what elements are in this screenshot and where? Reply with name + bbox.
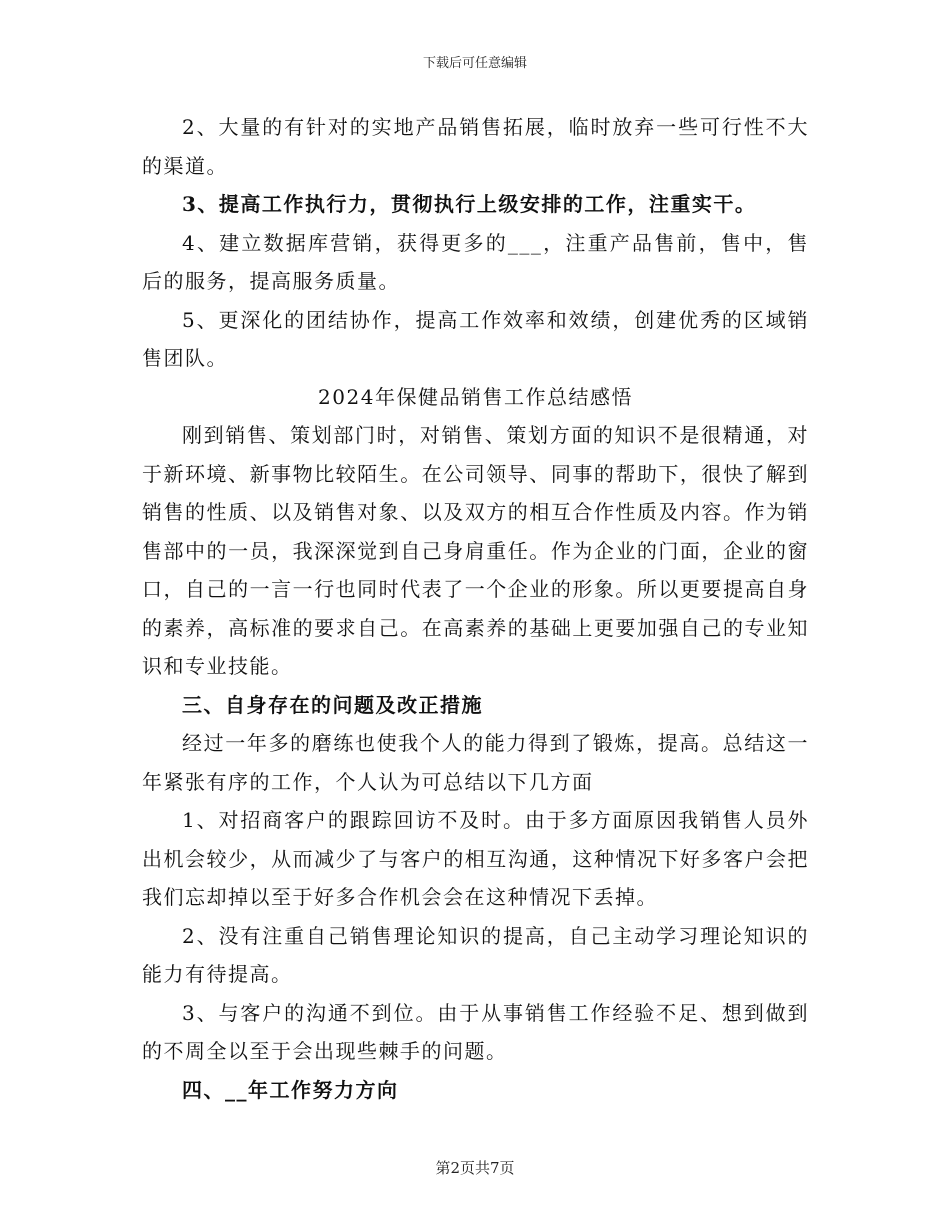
paragraph-item-4: 4、建立数据库营销，获得更多的___，注重产品售前，售中，售后的服务，提高服务质量。: [142, 230, 809, 293]
page-header: 下载后可任意编辑: [422, 56, 527, 71]
section-title: 2024年保健品销售工作总结感悟: [318, 384, 633, 409]
paragraph-intro: 刚到销售、策划部门时，对销售、策划方面的知识不是很精通，对于新环境、新事物比较陌生。在公司领导、同事的帮助下，很快了解到销售的性质、以及销售对象、以及双方的相互合作性质及内容。作为销售部中的一员，我深深觉到自己身肩重任。作为企业的门面，企业的窗口，自己的一言一行也同时代表了一个企业的形象。所以更要提高自身的素养，高标准的要求自己。在高素养的基础上更要加强自己的专业知识和专业技能。: [142, 423, 809, 678]
paragraph-item-3: 3、提高工作执行力，贯彻执行上级安排的工作，注重实干。: [182, 192, 757, 216]
paragraph-problem-1: 1、对招商客户的跟踪回访不及时。由于多方面原因我销售人员外出机会较少，从而减少了与客户的相互沟通，这种情况下好多客户会把我们忘却掉以至于好多合作机会会在这种情况下丢掉。: [142, 808, 809, 909]
paragraph-item-2: 2、大量的有针对的实地产品销售拓展，临时放弃一些可行性不大的渠道。: [142, 115, 809, 178]
paragraph-summary: 经过一年多的磨练也使我个人的能力得到了锻炼，提高。总结这一年紧张有序的工作，个人认为可总结以下几方面: [142, 731, 809, 794]
paragraph-problem-2: 2、没有注重自己销售理论知识的提高，自己主动学习理论知识的能力有待提高。: [142, 923, 809, 986]
section-heading-problems: 三、自身存在的问题及改正措施: [182, 692, 483, 717]
paragraph-problem-3: 3、与客户的沟通不到位。由于从事销售工作经验不足、想到做到的不周全以至于会出现些棘手的问题。: [142, 1000, 809, 1063]
section-heading-direction: 四、__年工作努力方向: [182, 1077, 399, 1102]
paragraph-item-5: 5、更深化的团结协作，提高工作效率和效绩，创建优秀的区域销售团队。: [142, 307, 809, 370]
document-body: [142, 108, 809, 1109]
page-footer: 第2页共7页: [435, 1159, 515, 1177]
